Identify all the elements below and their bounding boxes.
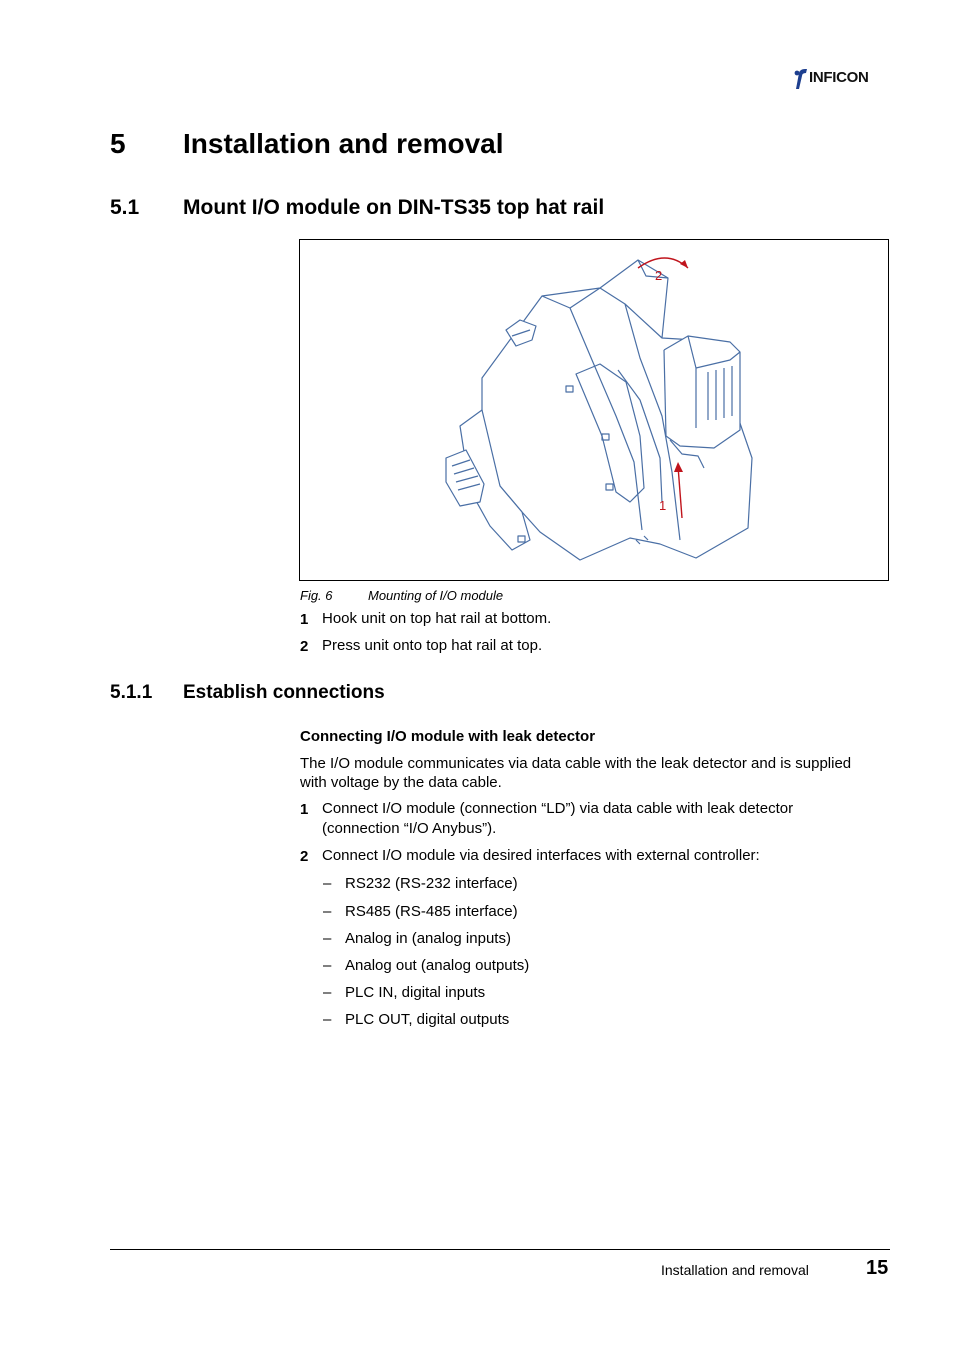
chapter-title: Installation and removal bbox=[183, 128, 504, 159]
footer-rule bbox=[110, 1249, 890, 1250]
figure-caption-label: Fig. 6 bbox=[300, 588, 333, 603]
intro-line-1: The I/O module communicates via data cable with the leak detector and is supplied bbox=[300, 755, 852, 772]
intro-line-2: with voltage by the data cable. bbox=[300, 774, 502, 791]
subsection-title: Establish connections bbox=[183, 682, 385, 703]
list-dash: – bbox=[323, 1011, 332, 1028]
logo-text: INFICON bbox=[809, 69, 869, 86]
subsection-number: 5.1.1 bbox=[110, 682, 153, 703]
connect-step-number: 1 bbox=[300, 801, 309, 818]
section-number: 5.1 bbox=[110, 196, 140, 219]
callout-1: 1 bbox=[659, 498, 667, 513]
mount-step-text: Press unit onto top hat rail at top. bbox=[322, 637, 543, 654]
inficon-logo bbox=[793, 66, 893, 92]
connect-step-line-1: Connect I/O module (connection “LD”) via data cable with leak detector bbox=[322, 800, 794, 817]
list-item: PLC IN, digital inputs bbox=[345, 984, 486, 1001]
mount-step-number: 1 bbox=[300, 611, 309, 628]
connect-step-number: 2 bbox=[300, 848, 309, 865]
io-module-illustration bbox=[300, 240, 890, 582]
list-dash: – bbox=[323, 903, 332, 920]
footer-section-label: Installation and removal bbox=[661, 1262, 809, 1278]
list-dash: – bbox=[323, 957, 332, 974]
list-item: Analog in (analog inputs) bbox=[345, 930, 511, 947]
list-item: PLC OUT, digital outputs bbox=[345, 1011, 510, 1028]
list-item: RS485 (RS-485 interface) bbox=[345, 903, 518, 920]
list-dash: – bbox=[323, 875, 332, 892]
mount-step-text: Hook unit on top hat rail at bottom. bbox=[322, 610, 552, 627]
logo-mark-icon bbox=[793, 67, 809, 91]
list-dash: – bbox=[323, 930, 332, 947]
section-title: Mount I/O module on DIN-TS35 top hat rail bbox=[183, 196, 605, 219]
list-item: Analog out (analog outputs) bbox=[345, 957, 530, 974]
mount-step-number: 2 bbox=[300, 638, 309, 655]
connect-step-line-1: Connect I/O module via desired interfaces with external controller: bbox=[322, 847, 760, 864]
figure-caption-text: Mounting of I/O module bbox=[368, 588, 504, 603]
callout-2: 2 bbox=[655, 268, 663, 283]
figure-frame bbox=[299, 239, 889, 581]
list-item: RS232 (RS-232 interface) bbox=[345, 875, 518, 892]
connect-step-line-2: (connection “I/O Anybus”). bbox=[322, 820, 497, 837]
list-dash: – bbox=[323, 984, 332, 1001]
connect-heading: Connecting I/O module with leak detector bbox=[300, 728, 596, 745]
chapter-number: 5 bbox=[110, 128, 126, 159]
page-number: 15 bbox=[866, 1257, 889, 1279]
